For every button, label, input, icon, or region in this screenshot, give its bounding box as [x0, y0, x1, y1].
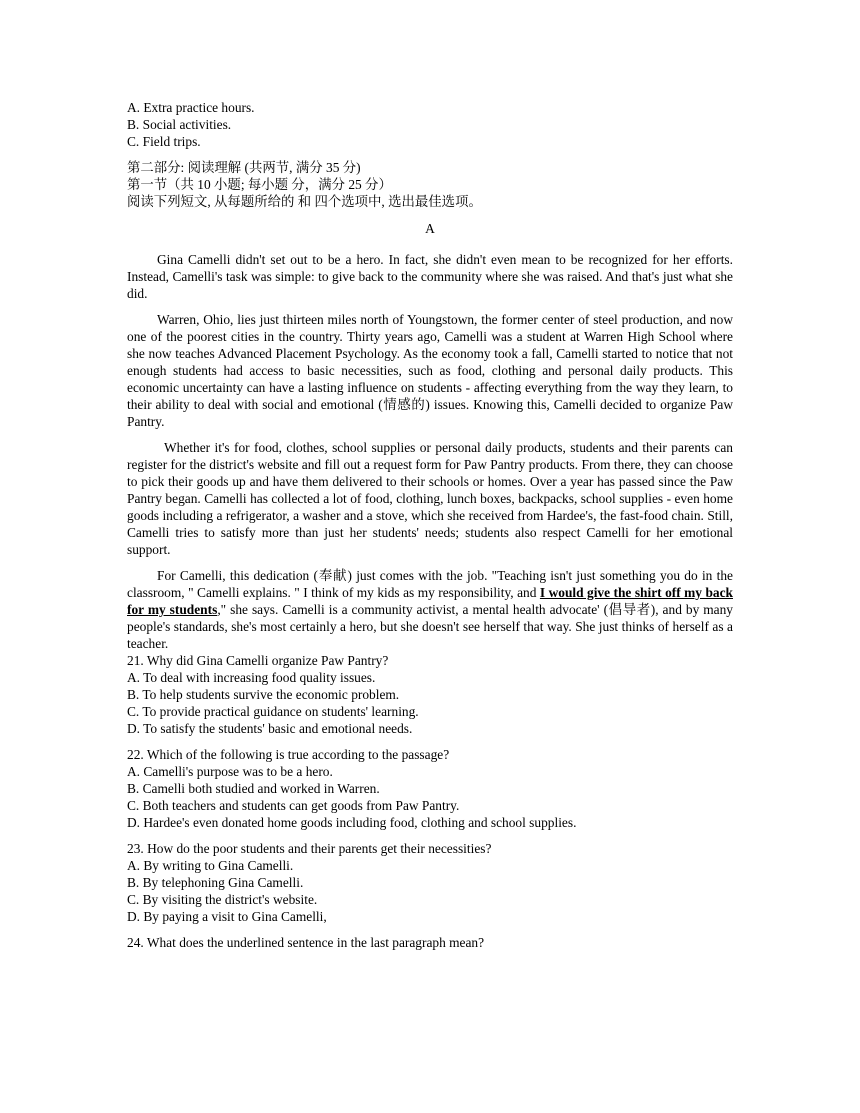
question-stem: 24. What does the underlined sentence in the last paragraph mean?: [127, 935, 485, 950]
previous-question-options: [127, 99, 733, 150]
underlined-sentence: I would give the shirt off my back for my students: [127, 585, 733, 617]
passage-paragraph-2: Warren, Ohio, lies just thirteen miles north of Youngstown, the former center of steel production, and now one of the poorest cities in the country. Thirty years ago, Camelli was a student at Warren High School where she now teaches Advanced Placement Psychology. As the economy took a fall, Camelli started to notice that not enough students had access to basic necessities, such as food, clothing and personal daily products. This economic uncertainty can have a lasting influence on students - affecting everything from the way they learn, to their ability to deal with social and emotional (情感的) issues. Knowing this, Camelli decided to organize Paw Pantry.: [127, 312, 733, 429]
option-line: C. Field trips.: [127, 134, 201, 149]
answer-option: D. By paying a visit to Gina Camelli,: [127, 909, 327, 924]
answer-option: A. To deal with increasing food quality issues.: [127, 670, 376, 685]
section-instructions: 阅读下列短文, 从每题所给的 和 四个选项中, 选出最佳选项。: [127, 194, 482, 209]
answer-option: B. Camelli both studied and worked in Warren.: [127, 781, 380, 796]
answer-option: A. By writing to Gina Camelli.: [127, 858, 294, 873]
passage-letter: A: [425, 221, 435, 236]
passage-paragraph-3: Whether it's for food, clothes, school supplies or personal daily products, students and their parents can register for the district's website and fill out a request form for Paw Pantry products. From there, they can choose to pick their goods up and have them delivered to their schools or homes. Over a year has passed since the Paw Pantry began. Camelli has collected a lot of food, clothing, lunch boxes, backpacks, school supplies - even home goods including a refrigerator, a washer and a stove, which she received from Hardee's, the fast-food chain. Still, Camelli tries to satisfy more than just her students' needs; students also respect Camelli for her emotional support.: [127, 440, 733, 557]
answer-option: B. By telephoning Gina Camelli.: [127, 875, 304, 890]
passage-paragraph-4: [127, 567, 733, 652]
answer-option: B. To help students survive the economic problem.: [127, 687, 400, 702]
answer-option: C. By visiting the district's website.: [127, 892, 318, 907]
option-line: B. Social activities.: [127, 117, 232, 132]
passage-paragraph-1: Gina Camelli didn't set out to be a hero. In fact, she didn't even mean to be recognized for her efforts. Instead, Camelli's task was simple: to give back to the community where she was raised. And that's just what she did.: [127, 252, 733, 301]
paragraph-text: For Camelli, this dedication (奉献) just comes with the job. "Teaching isn't just something you do in the classroom, " Camelli explains. " I think of my kids as my responsibility, and: [127, 568, 733, 600]
question-stem: 22. Which of the following is true according to the passage?: [127, 747, 450, 762]
option-line: A. Extra practice hours.: [127, 100, 255, 115]
question-21: [127, 652, 733, 737]
question-23: [127, 840, 733, 925]
answer-option: D. Hardee's even donated home goods including food, clothing and school supplies.: [127, 815, 577, 830]
question-24: [127, 934, 733, 951]
answer-option: C. To provide practical guidance on students' learning.: [127, 704, 419, 719]
question-stem: 21. Why did Gina Camelli organize Paw Pantry?: [127, 653, 389, 668]
section-title: 第二部分: 阅读理解 (共两节, 满分 35 分): [127, 160, 361, 175]
question-22: [127, 746, 733, 831]
question-stem: 23. How do the poor students and their parents get their necessities?: [127, 841, 492, 856]
answer-option: D. To satisfy the students' basic and emotional needs.: [127, 721, 413, 736]
document-page: [127, 99, 733, 951]
section-header: [127, 159, 733, 210]
paragraph-text: ," she says. Camelli is a community activist, a mental health advocate' (倡导者), and by many people's standards, she's most certainly a hero, but she doesn't see herself that way. She just thinks of herself as a teacher.: [127, 602, 733, 651]
section-subtitle: 第一节（共 10 小题; 每小题 分，满分 25 分）: [127, 177, 392, 192]
answer-option: A. Camelli's purpose was to be a hero.: [127, 764, 333, 779]
answer-option: C. Both teachers and students can get goods from Paw Pantry.: [127, 798, 460, 813]
